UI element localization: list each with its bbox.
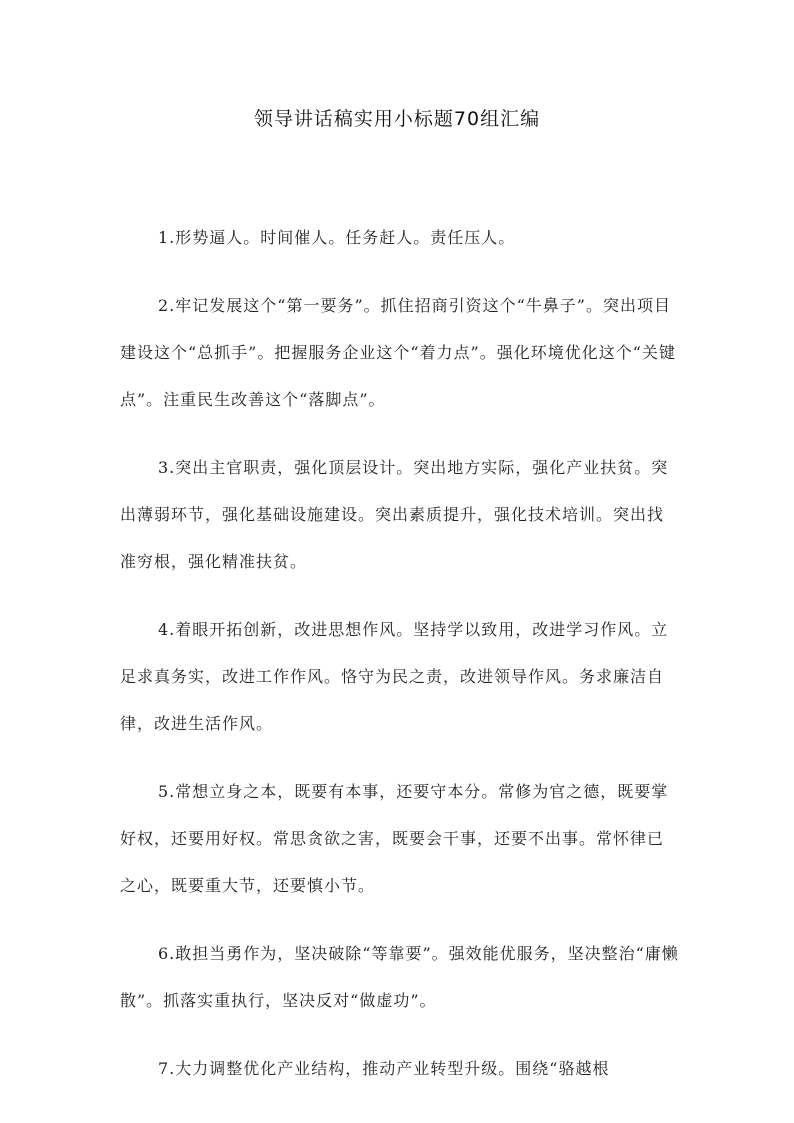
paragraph-6: 6.敢担当勇作为，坚决破除“等靠要”。强效能优服务，坚决整治“庸懒散”。抓落实重执行，坚决反对“做虚功”。	[120, 944, 679, 1010]
paragraph-7: 7.大力调整优化产业结构，推动产业转型升级。围绕“骆越根	[158, 1059, 610, 1078]
document-body	[120, 214, 680, 1113]
paragraph-5: 5.常想立身之本，既要有本事，还要守本分。常修为官之德，既要掌好权，还要用好权。常思贪欲之害，既要会干事，还要不出事。常怀律已之心，既要重大节，还要慎小节。	[120, 782, 669, 895]
paragraph-2: 2.牢记发展这个“第一要务”。抓住招商引资这个“牛鼻子”。突出项目建设这个“总抓手”。把握服务企业这个“着力点”。强化环境优化这个“关键点”。注重民生改善这个“落脚点”。	[120, 296, 676, 409]
paragraph-1: 1.形势逼人。时间催人。任务赶人。责任压人。	[158, 228, 516, 247]
paragraph-4: 4.着眼开拓创新，改进思想作风。坚持学以致用，改进学习作风。立足求真务实，改进工作作风。恪守为民之责，改进领导作风。务求廉洁自律，改进生活作风。	[120, 620, 669, 733]
paragraph-3: 3.突出主官职责，强化顶层设计。突出地方实际，强化产业扶贫。突出薄弱环节，强化基础设施建设。突出素质提升，强化技术培训。突出找准穷根，强化精准扶贫。	[120, 458, 669, 571]
document-title: 领导讲话稿实用小标题70组汇编	[253, 108, 541, 130]
